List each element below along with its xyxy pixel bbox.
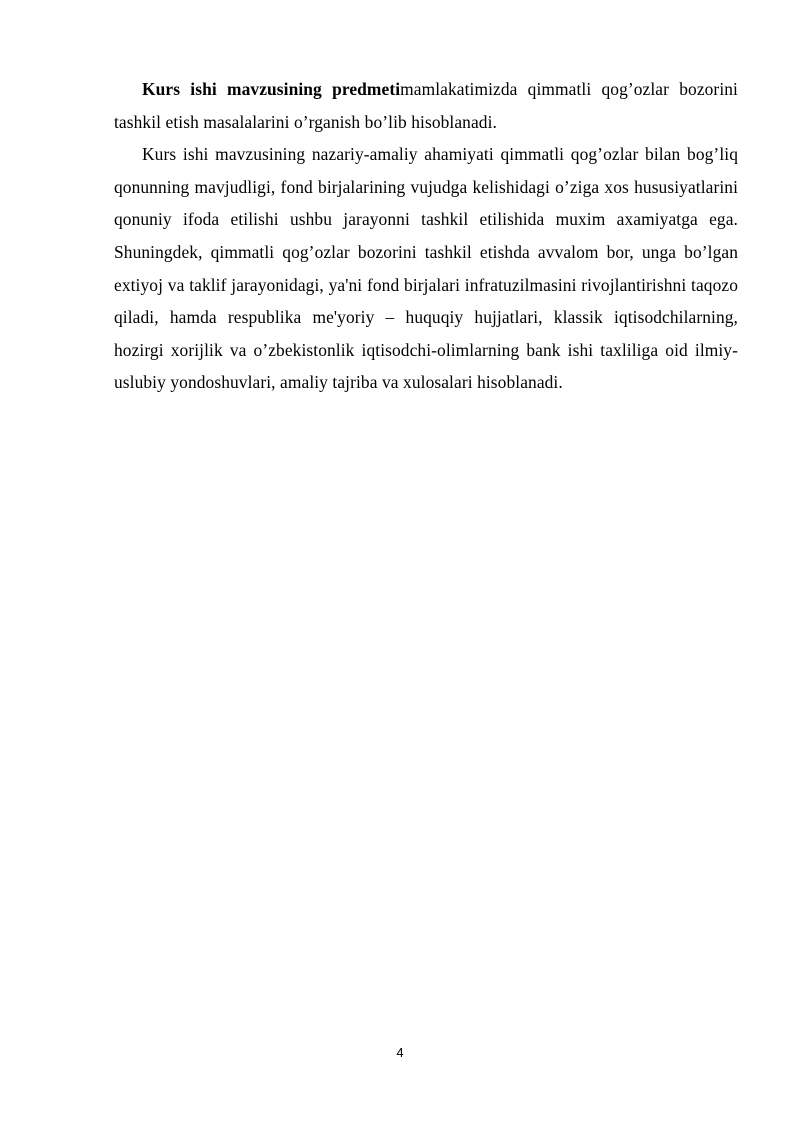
page-number: 4 [396,1045,404,1060]
paragraph-subject-lead: Kurs ishi mavzusining predmeti [142,79,401,99]
paragraph-subject-text: mamlakatimizda qimmatli qog’ozlar bozorini tashkil etish masalalarini o’rganish bo’lib hisoblanadi. [114,79,738,132]
paragraph-significance: Kurs ishi mavzusining nazariy-amaliy ahamiyati qimmatli qog’ozlar bilan bog’liq qonunning mavjudligi, fond birjalarining vujudga kelishidagi o’ziga xos hususiyatlarini qonuniy ifoda etilishi ushbu jarayonni tashkil etilishida muxim axamiyatga ega. Shuningdek, qimmatli qog’ozlar bozorini tashkil etishda avvalom bor, unga bo’lgan extiyoj va taklif jarayonidagi, ya'ni fond birjalari infratuzilmasini rivojlantirishni taqozo qiladi, hamda respublika me'yoriy – huquqiy hujjatlari, klassik iqtisodchilarning, hozirgi xorijlik va o’zbekistonlik iqtisodchi-olimlarning bank ishi taxliliga oid ilmiy-uslubiy yondoshuvlari, amaliy tajriba va xulosalari hisoblanadi. [114,144,738,393]
paragraph-subject [114,73,738,138]
body-text [114,73,738,399]
